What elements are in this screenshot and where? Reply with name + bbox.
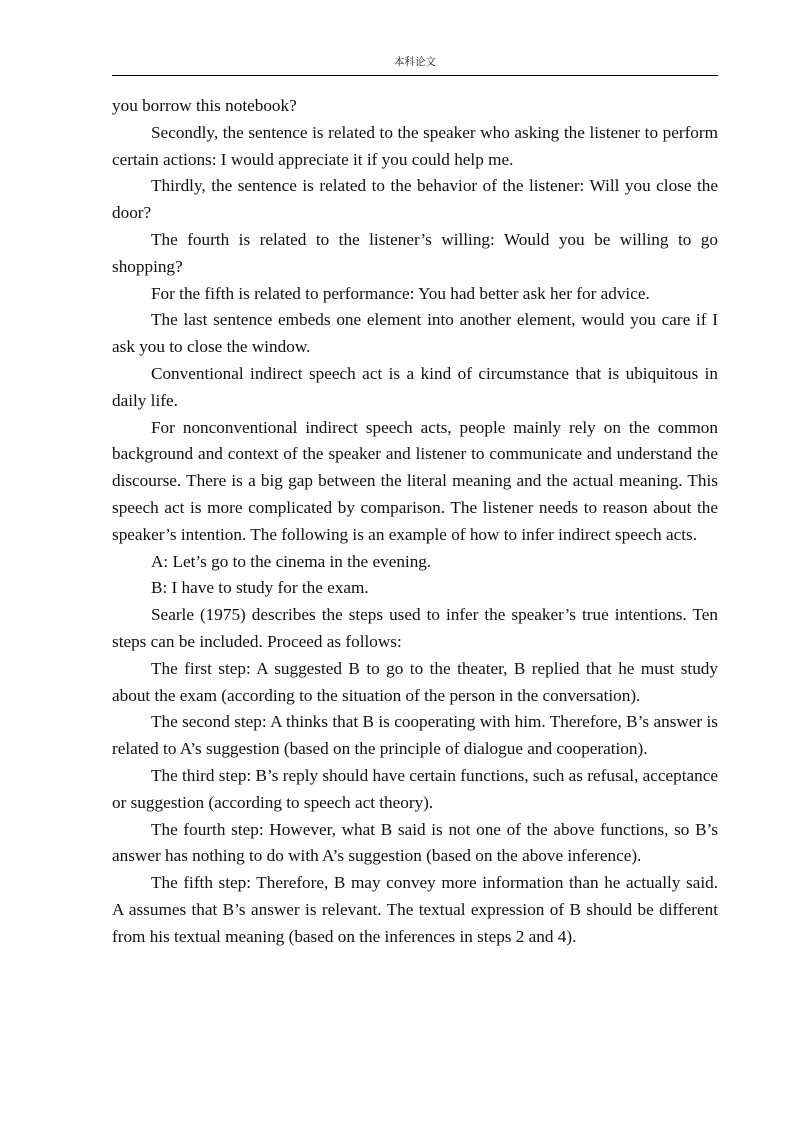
paragraph: The fifth step: Therefore, B may convey more information than he actually said. A assumes that B’s answer is relevant. The textual expression of B should be different from his textual meaning (based on the inferences in steps 2 and 4). [112,873,718,946]
paragraph: Searle (1975) describes the steps used to infer the speaker’s true intentions. Ten steps can be included. Proceed as follows: [112,605,718,651]
header-title: 本科论文 [394,56,436,68]
paragraph: The last sentence embeds one element into another element, would you care if I ask you to close the window. [112,310,718,357]
page-header [112,54,718,76]
paragraph: A: Let’s go to the cinema in the evening. [151,551,432,571]
paragraph: you borrow this notebook? [112,96,297,115]
document-body [112,93,718,951]
paragraph: The second step: A thinks that B is cooperating with him. Therefore, B’s answer is related to A’s suggestion (based on the principle of dialogue and cooperation). [112,712,718,759]
paragraph: Thirdly, the sentence is related to the behavior of the listener: Will you close the door? [112,176,718,223]
paragraph: Secondly, the sentence is related to the speaker who asking the listener to perform certain actions: I would appreciate it if you could help me. [112,122,718,169]
paragraph: Conventional indirect speech act is a kind of circumstance that is ubiquitous in daily life. [112,363,718,410]
paragraph: The first step: A suggested B to go to the theater, B replied that he must study about the exam (according to the situation of the person in the conversation). [112,658,718,705]
paragraph: The third step: B’s reply should have certain functions, such as refusal, acceptance or suggestion (according to speech act theory). [112,765,718,812]
paragraph: The fourth is related to the listener’s willing: Would you be willing to go shopping? [112,229,718,276]
paragraph: For nonconventional indirect speech acts, people mainly rely on the common background and context of the speaker and listener to communicate and understand the discourse. There is a big gap between the literal meaning and the actual meaning. This speech act is more complicated by comparison. The listener needs to reason about the speaker’s intention. The following is an example of how to infer indirect speech acts. [112,417,718,544]
paragraph: The fourth step: However, what B said is not one of the above functions, so B’s answer has nothing to do with A’s suggestion (based on the above inference). [112,819,718,866]
paragraph: B: I have to study for the exam. [151,578,369,598]
paragraph: For the fifth is related to performance: You had better ask her for advice. [151,283,650,303]
